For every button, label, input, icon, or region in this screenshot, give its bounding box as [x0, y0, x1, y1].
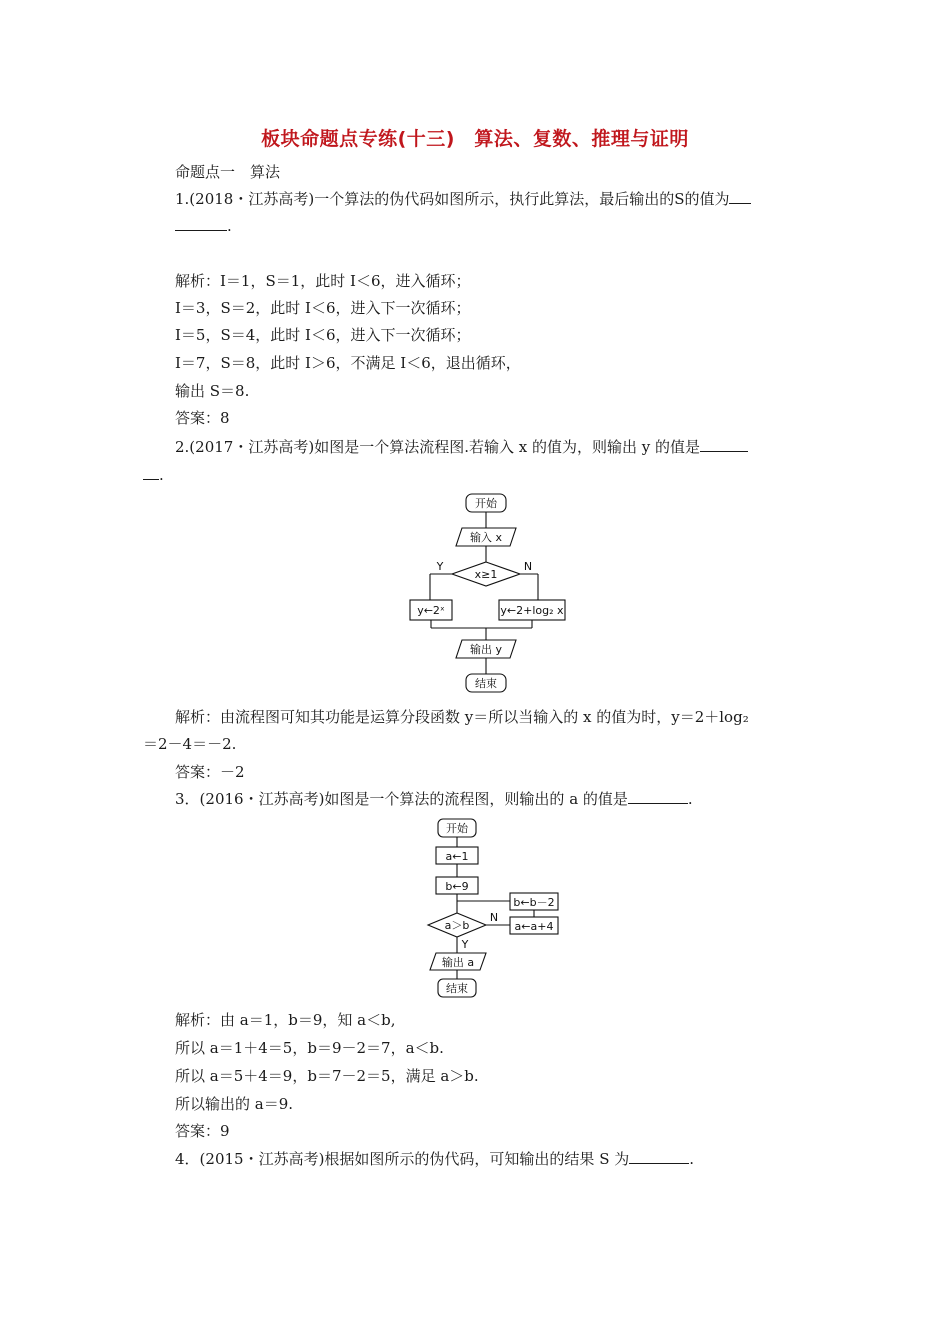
question-4-text: 4．(2015・江苏高考)根据如图所示的伪代码，可知输出的结果 S 为 — [175, 1150, 630, 1168]
answer-blank — [628, 791, 688, 804]
start-label: 开始 — [446, 822, 468, 835]
no-label: N — [489, 911, 499, 924]
q3-analysis-line: 所以 a＝1＋4＝5，b＝9－2＝7，a＜b. — [175, 1039, 444, 1057]
answer-blank — [729, 191, 751, 204]
q2-answer: 答案：－2 — [175, 763, 245, 781]
answer-blank — [629, 1151, 689, 1164]
right-process-label: y←2+log₂ x — [500, 604, 564, 617]
q2-analysis-line: ＝2－4＝－2. — [143, 735, 237, 753]
q3-answer: 答案：9 — [175, 1122, 230, 1140]
q2-analysis-line: 解析：由流程图可知其功能是运算分段函数 y＝所以当输入的 x 的值为时，y＝2＋log₂ — [175, 708, 749, 726]
flowchart-q3 — [420, 815, 570, 1005]
input-label: 输入 x — [469, 531, 503, 544]
a-init-label: a←1 — [445, 850, 469, 863]
question-1-text: 1.(2018・江苏高考)一个算法的伪代码如图所示，执行此算法，最后输出的S的值为 — [175, 190, 730, 208]
q1-analysis-line: I＝5，S＝4，此时 I＜6，进入下一次循环； — [175, 326, 471, 344]
q1-analysis-line: 输出 S＝8. — [175, 382, 250, 400]
q3-analysis-line: 解析：由 a＝1，b＝9，知 a＜b, — [175, 1011, 396, 1029]
decision-label: a＞b — [444, 919, 470, 932]
b-init-label: b←9 — [445, 880, 469, 893]
question-4-stem: 4．(2015・江苏高考)根据如图所示的伪代码，可知输出的结果 S 为 . — [175, 1150, 695, 1168]
answer-blank — [175, 218, 227, 231]
flowchart-q2 — [400, 490, 580, 700]
answer-blank — [700, 439, 748, 452]
q1-analysis-line: I＝7，S＝8，此时 I＞6，不满足 I＜6，退出循环， — [175, 354, 521, 372]
question-2-text: 2.(2017・江苏高考)如图是一个算法流程图.若输入 x 的值为，则输出 y 的值是 — [175, 438, 700, 456]
question-2-stem-cont: . — [143, 465, 164, 485]
end-label: 结束 — [446, 982, 468, 995]
page-title: 板块命题点专练(十三) 算法、复数、推理与证明 — [261, 128, 689, 150]
b-update-label: b←b－2 — [513, 896, 555, 909]
yes-label: Y — [436, 560, 444, 573]
question-2-stem — [175, 437, 748, 457]
q1-answer: 答案：8 — [175, 409, 230, 427]
a-update-label: a←a+4 — [514, 920, 554, 933]
question-3-text: 3．(2016・江苏高考)如图是一个算法的流程图，则输出的 a 的值是 — [175, 790, 628, 808]
output-label: 输出 y — [469, 643, 503, 656]
q3-analysis-line: 所以输出的 a＝9. — [175, 1095, 294, 1113]
question-3-stem: 3．(2016・江苏高考)如图是一个算法的流程图，则输出的 a 的值是 . — [175, 790, 693, 808]
decision-label: x≥1 — [474, 568, 498, 581]
question-1-stem — [175, 189, 751, 209]
start-label: 开始 — [475, 497, 497, 510]
yes-label: Y — [461, 938, 469, 951]
no-label: N — [523, 560, 533, 573]
question-1-stem-cont: . — [175, 216, 232, 236]
end-label: 结束 — [475, 677, 497, 690]
section-heading: 命题点一 算法 — [175, 163, 281, 181]
left-process-label: y←2ˣ — [417, 604, 445, 617]
answer-blank — [143, 467, 159, 480]
q1-analysis-line: 解析：I＝1，S＝1，此时 I＜6，进入循环； — [175, 272, 471, 290]
q1-analysis-line: I＝3，S＝2，此时 I＜6，进入下一次循环； — [175, 299, 471, 317]
output-label: 输出 a — [441, 956, 475, 969]
q3-analysis-line: 所以 a＝5＋4＝9，b＝7－2＝5，满足 a＞b. — [175, 1067, 479, 1085]
